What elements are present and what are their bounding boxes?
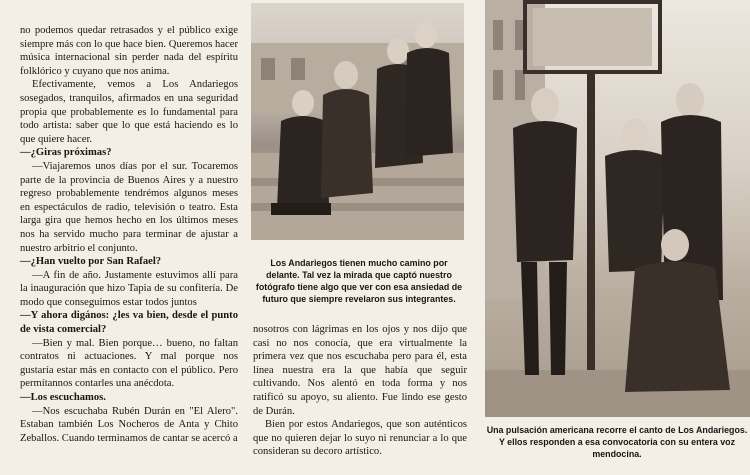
article-paragraph: —Viajaremos unos días por el sur. Tocaremos parte de la provincia de Buenos Aires y a nuestro regreso probablemente tendrémos algunos meses en espectáculos de radio, televisión o teatro. Esta larga gira que hemos hecho en los últimos meses nos ha servido mucho para terminar de ajustar a nuestro arbitrio el conjunto.	[20, 160, 238, 254]
photo2-caption: Una pulsación americana recorre el canto de Los Andariegos. Y ellos responden a esa convocatoria con su entera voz mendocina.	[486, 425, 748, 459]
article-middle-column	[253, 323, 467, 459]
article-paragraph: —Nos escuchaba Rubén Durán en "El Alero". Estaban también Los Nocheros de Anta y Chito Zeballos. Cuando terminamos de cantar se acercó a	[20, 405, 238, 444]
group-photo-seated	[251, 3, 464, 240]
article-paragraph: —A fin de año. Justamente estuvimos allí para la inauguración que hizo Tapia de su confitería. De modo que conseguimos estar todos juntos	[20, 269, 238, 308]
article-paragraph: Efectivamente, vemos a Los Andariegos sosegados, tranquilos, afirmados en una seguridad propia que probablemente es lo fundamental para todo artista: saber que lo que está haciendo es lo que quiere hacer.	[20, 79, 238, 145]
photo1-caption: Los Andariegos tienen mucho camino por delante. Tal vez la mirada que captó nuestro fotógrafo tiene algo que ver con esa ansiedad de futuro que siempre revelaron sus integrantes.	[255, 258, 463, 304]
article-paragraph: Bien por estos Andariegos, que son auténticos que no quieren dejar lo suyo ni renunciar a lo que consideran su decoro artístico.	[253, 419, 467, 458]
article-paragraph: no podemos quedar retrasados y el público exige siempre más con lo que hace bien. Queremos hacer música internacional sin perder nada del espíritu folklórico y cuyano que nos anima.	[20, 25, 238, 77]
interview-question: —Y ahora digános: ¿les va bien, desde el punto de vista comercial?	[20, 310, 238, 336]
article-left-column	[20, 24, 238, 445]
interview-question: —Los escuchamos.	[20, 392, 106, 404]
group-photo-standing	[485, 0, 750, 417]
interview-question: —¿Han vuelto por San Rafael?	[20, 256, 162, 268]
article-paragraph: nosotros con lágrimas en los ojos y nos dijo que casi no nos conocía, que era virtualmente la primera vez que nos escuchaba pero para él, esta línea nuestra era la que había que seguir cultivando. Nos alentó en toda forma y nos ratificó su apoyo, su aliento. Fue lindo ese gesto de Durán.	[253, 324, 467, 417]
interview-question: —¿Giras próximas?	[20, 147, 112, 159]
article-paragraph: —Bien y mal. Bien porque… bueno, no faltan contratos ni actuaciones. Y mal porque nos gustaría estar más en contacto con el público. Pero permítannos contarles una anécdota.	[20, 337, 238, 390]
